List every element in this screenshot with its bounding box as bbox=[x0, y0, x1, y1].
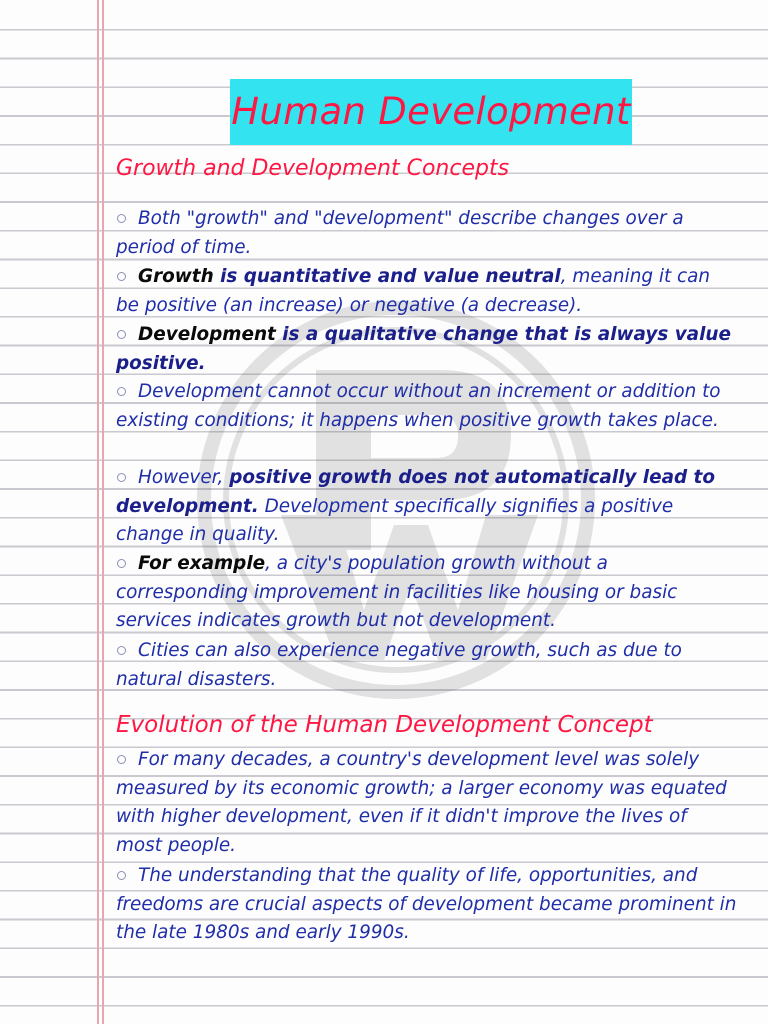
bullet-icon bbox=[117, 646, 126, 655]
bullet-icon bbox=[117, 559, 126, 568]
bullet-paragraph: Development is a qualitative change that is always value positive. bbox=[116, 324, 731, 374]
bullet-icon bbox=[117, 330, 126, 339]
margin-line-right bbox=[102, 0, 104, 1024]
bullet-icon bbox=[117, 272, 126, 281]
bullet-paragraph: The understanding that the quality of life, opportunities, and freedoms are crucial aspects of development became prominent in the late 1980s and early 1990s. bbox=[116, 865, 737, 944]
margin-line-left bbox=[97, 0, 99, 1024]
bullet-icon bbox=[117, 387, 126, 396]
bullet-paragraph: Growth is quantitative and value neutral, meaning it can be positive (an increase) or negative (a decrease). bbox=[116, 266, 711, 316]
bullet-paragraph: Both "growth" and "development" describe changes over a period of time. bbox=[116, 208, 684, 258]
bullet-paragraph: For example, a city's population growth without a corresponding improvement in facilities like housing or basic services indicates growth but not development. bbox=[116, 553, 678, 632]
bullet-icon bbox=[117, 473, 126, 482]
page-title: Human Development bbox=[231, 90, 631, 133]
section-heading-growth-development: Growth and Development Concepts bbox=[116, 156, 510, 181]
bullet-icon bbox=[117, 214, 126, 223]
bullet-paragraph: Cities can also experience negative growth, such as due to natural disasters. bbox=[116, 640, 682, 690]
bullet-paragraph: Development cannot occur without an increment or addition to existing conditions; it happens when positive growth takes place. bbox=[116, 381, 721, 431]
section-heading-evolution: Evolution of the Human Development Concept bbox=[116, 712, 653, 738]
bullet-icon bbox=[117, 871, 126, 880]
bullet-paragraph: However, positive growth does not automatically lead to development. Development specifically signifies a positive change in quality. bbox=[116, 467, 715, 546]
bullet-icon bbox=[117, 755, 126, 764]
bullet-paragraph: For many decades, a country's development level was solely measured by its economic growth; a larger economy was equated with higher development, even if it didn't improve the lives of most people. bbox=[116, 749, 727, 857]
